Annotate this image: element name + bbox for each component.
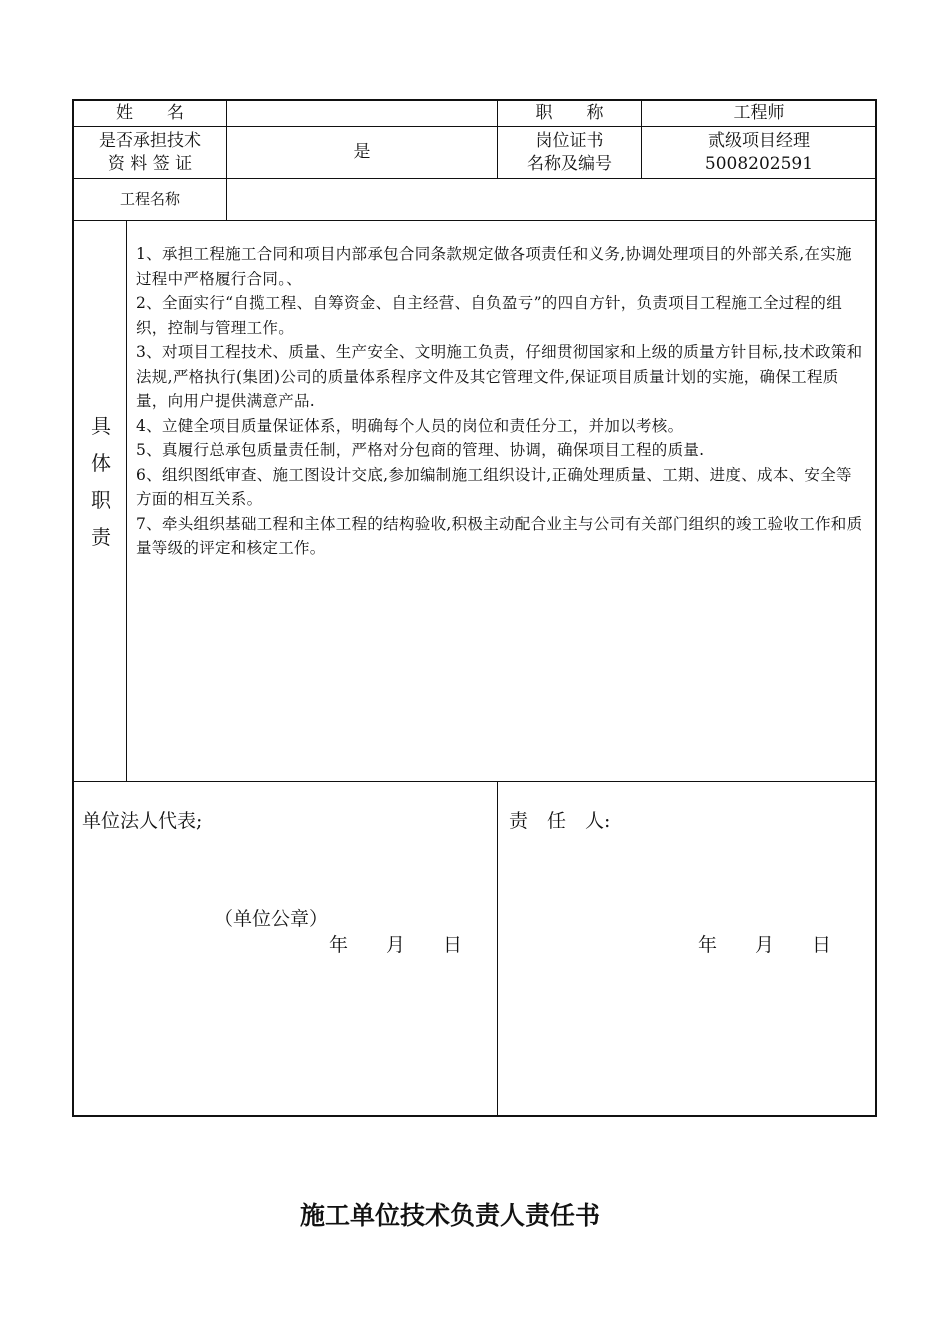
certificate-label-line2: 名称及编号 [527, 153, 612, 174]
job-title-value [642, 100, 876, 126]
duties-side-char: 责 [91, 525, 111, 549]
certificate-label-line1: 岗位证书 [535, 130, 604, 151]
document-title: 施工单位技术负责人责任书 [299, 1201, 600, 1230]
duty-item: 7、牵头组织基础工程和主体工程的结构验收,积极主动配合业主与公司有关部门组织的竣工验收工作和质量等级的评定和核定工作。 [136, 514, 863, 557]
tech-signoff-value [227, 127, 497, 178]
certificate-name: 贰级项目经理 [708, 130, 810, 151]
certificate-number: 5008202591 [704, 153, 814, 174]
col-divider-duties [126, 221, 127, 782]
tech-signoff-label-line1: 是否承担技术 [99, 130, 201, 151]
tech-signoff-value-text: 是 [353, 142, 371, 162]
duty-item: 5、真履行总承包质量责任制，严格对分包商的管理、协调，确保项目工程的质量. [136, 441, 705, 459]
certificate-label [498, 127, 641, 178]
row-divider-3 [73, 220, 876, 221]
left-date: 年 月 日 [329, 934, 463, 956]
certificate-value [642, 127, 876, 178]
duties-side-char: 职 [91, 488, 111, 512]
project-name-value [227, 179, 876, 220]
duties-list [136, 242, 866, 561]
name-value [227, 100, 497, 126]
duties-side-char: 具 [91, 414, 111, 438]
tech-signoff-label-line2: 资 料 签 证 [107, 153, 193, 174]
duty-item: 3、对项目工程技术、质量、生产安全、文明施工负责，仔细贯彻国家和上级的质量方针目标,技术政策和法规,严格执行(集团)公司的质量体系程序文件及其它管理文件,保证项目质量计划的实施，确保工程质量，向用户提供满意产品. [136, 343, 863, 410]
project-name-label-text: 工程名称 [119, 190, 180, 208]
col-divider-signature [497, 782, 498, 1116]
job-title-value-text: 工程师 [733, 102, 785, 123]
right-date: 年 月 日 [698, 934, 832, 956]
job-title-label [498, 100, 641, 126]
row-divider-4 [73, 781, 876, 782]
duty-item: 1、承担工程施工合同和项目内部承包合同条款规定做各项责任和义务,协调处理项目的外部关系,在实施过程中严格履行合同。、 [136, 245, 852, 288]
job-title-label-text: 职 称 [535, 102, 604, 123]
legal-representative-label: 单位法人代表; [82, 810, 203, 832]
duty-item: 6、组织图纸审查、施工图设计交底,参加编制施工组织设计,正确处理质量、工期、进度、成本、安全等方面的相互关系。 [136, 465, 852, 508]
unit-seal-label: （单位公章） [214, 908, 329, 930]
name-label-text: 姓 名 [116, 102, 184, 123]
duties-side-label [78, 408, 124, 556]
tech-signoff-label [74, 127, 226, 178]
duty-item: 4、立健全项目质量保证体系，明确每个人员的岗位和责任分工，并加以考核。 [136, 416, 684, 435]
duty-item: 2、全面实行“自揽工程、自筹资金、自主经营、自负盈亏”的四自方针，负责项目工程施工全过程的组织，控制与管理工作。 [136, 294, 843, 337]
responsible-person-label: 责 任 人: [509, 810, 611, 832]
project-name-label [74, 179, 226, 220]
name-label [74, 100, 226, 126]
duties-side-char: 体 [91, 451, 111, 475]
